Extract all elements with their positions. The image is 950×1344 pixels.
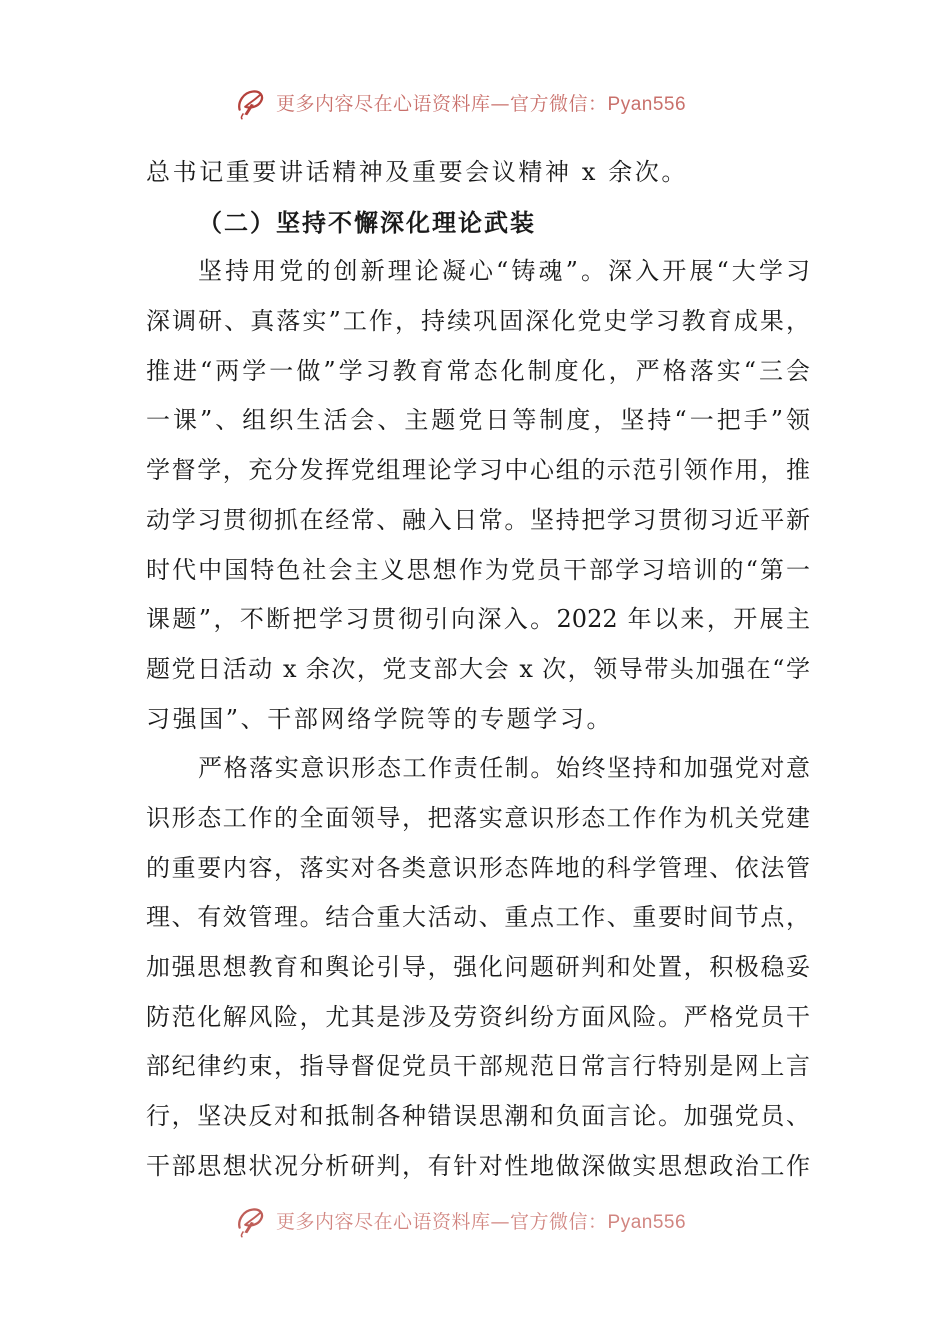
text-line: 防范化解风险，尤其是涉及劳资纠纷方面风险。严格党员干 (146, 1002, 810, 1031)
text-line: 坚持用党的创新理论凝心“铸魂”。深入开展“大学习 (198, 257, 810, 286)
text-line: 课题”，不断把学习贯彻引向深入。2022 年以来，开展主 (146, 605, 810, 634)
watermark-text (276, 89, 686, 116)
section-heading: （二）坚持不懈深化理论武装 (198, 207, 536, 237)
pen-logo-icon (232, 83, 270, 121)
text-line: 动学习贯彻抓在经常、融入日常。坚持把学习贯彻习近平新 (146, 505, 810, 534)
text-line: 推进“两学一做”学习教育常态化制度化，严格落实“三会 (146, 356, 810, 385)
watermark-prefix: 更多内容尽在心语资料库—官方微信： (276, 1210, 608, 1233)
text-line: 一课”、组织生活会、主题党日等制度，坚持“一把手”领 (146, 406, 810, 435)
text-line: 习强国”、干部网络学院等的专题学习。 (146, 704, 614, 733)
watermark-text (276, 1207, 686, 1234)
text-line: 识形态工作的全面领导，把落实意识形态工作作为机关党建 (146, 803, 810, 832)
watermark-prefix: 更多内容尽在心语资料库—官方微信： (276, 92, 608, 115)
text-line: 理、有效管理。结合重大活动、重点工作、重要时间节点， (146, 903, 810, 932)
document-body (146, 148, 810, 1191)
text-line: 深调研、真落实”工作，持续巩固深化党史学习教育成果， (146, 307, 810, 336)
text-line: 干部思想状况分析研判，有针对性地做深做实思想政治工作 (146, 1151, 810, 1180)
footer-watermark (232, 1200, 686, 1240)
text-line: 总书记重要讲话精神及重要会议精神 x 余次。 (146, 158, 688, 186)
header-watermark (232, 82, 686, 122)
watermark-id: Pyan556 (607, 93, 687, 115)
text-line: 的重要内容，落实对各类意识形态阵地的科学管理、依法管 (146, 853, 810, 882)
text-line: 加强思想教育和舆论引导，强化问题研判和处置，积极稳妥 (146, 953, 810, 981)
text-line: 部纪律约束，指导督促党员干部规范日常言行特别是网上言 (146, 1052, 810, 1081)
text-line: 严格落实意识形态工作责任制。始终坚持和加强党对意 (198, 754, 810, 783)
pen-logo-icon (232, 1201, 270, 1239)
text-line: 时代中国特色社会主义思想作为党员干部学习培训的“第一 (146, 555, 810, 584)
watermark-id: Pyan556 (607, 1211, 687, 1233)
text-line: 题党日活动 x 余次，党支部大会 x 次，领导带头加强在“学 (146, 654, 810, 683)
text-line: 行，坚决反对和抵制各种错误思潮和负面言论。加强党员、 (146, 1102, 810, 1131)
text-line: 学督学，充分发挥党组理论学习中心组的示范引领作用，推 (146, 456, 810, 485)
